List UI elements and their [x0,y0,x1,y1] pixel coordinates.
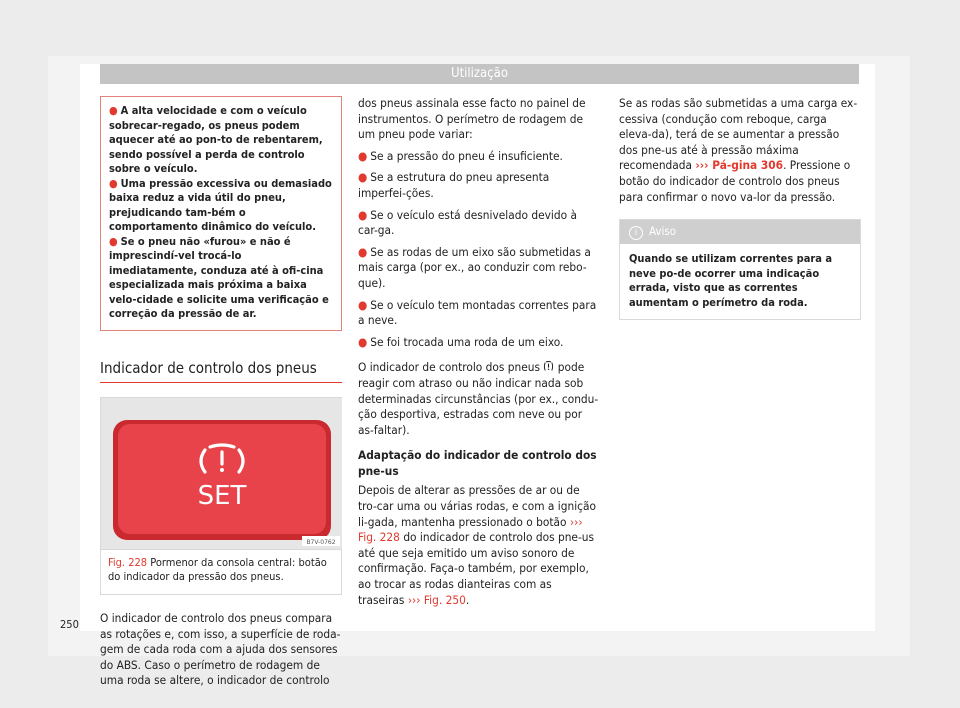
body-paragraph: Se as rodas são submetidas a uma carga ex-cessiva (condução com reboque, carga eleva-da), terá de se aumentar a pressão dos pne-us até à pressão máxima recomendada ››› Pá-gina 306. Pressione o botão do indicador de controlo dos pneus para confirmar o novo va-lor da pressão. [619,96,858,204]
page-link[interactable]: ››› Pá-gina 306 [695,158,784,173]
set-button-label: SET [197,481,247,512]
info-icon: i [629,226,643,240]
bullet-dot-icon: ● [109,176,118,190]
tpms-button-illustration [101,398,342,549]
figure-caption: Fig. 228 Pormenor da consola central: botão do indicador da pressão dos pneus. [101,549,341,594]
figure-link[interactable]: ››› Fig. 228 [358,514,583,545]
tire-pressure-icon [543,361,554,372]
figure-link[interactable]: ››› Fig. 250 [407,592,466,607]
notice-box [619,219,861,320]
column-3 [619,96,861,320]
bullet-dot-icon: ● [358,297,368,312]
subheading: Adaptação do indicador de controlo dos pne-us [358,448,597,478]
list-item: ● Se as rodas de um eixo são submetidas a mais carga (por ex., ao conduzir com rebo-que). [358,244,591,290]
notice-text: Quando se utilizam correntes para a neve po-de ocorrer uma indicação errada, visto que as correntes aumentam o perímetro da roda. [629,252,833,309]
section-title: Indicador de controlo dos pneus [100,361,342,384]
body-paragraph: dos pneus assinala esse facto no painel de instrumentos. O perímetro de rodagem de um pneu pode variar: [358,96,586,142]
bullet-dot-icon: ● [109,234,118,248]
bullet-dot-icon: ● [358,244,368,259]
figure-228 [100,397,342,595]
warning-item: ● Se o pneu não «furou» e não é imprescindí-vel trocá-lo imediatamente, conduza até à ofi-cina especializada mais próxima a baixa velo-cidade e solicite uma verificação e correção da pressão de ar. [109,234,329,320]
figure-image [101,398,342,549]
figure-code: B7V-0762 [306,539,336,547]
list-item: ● Se o veículo tem montadas correntes para a neve. [358,297,597,328]
body-paragraph: O indicador de controlo dos pneus compara as rotações e, com isso, a superfície de roda-gem de cada roda com a ajuda dos sensores do ABS. Caso o perímetro de rodagem de uma roda se altere, o indicador de controlo [100,611,341,688]
list-item: ● Se a estrutura do pneu apresenta imperfei-ções. [358,170,550,200]
warning-item: ● A alta velocidade e com o veículo sobrecar-regado, os pneus podem aquecer até ao pon-to de rebentarem, sendo possível a perda de controlo sobre o veículo. [109,104,323,175]
bullet-list [358,149,600,351]
list-item: ● Se o veículo está desnivelado devido à car-ga. [358,207,577,238]
column-1 [100,96,342,689]
bullet-dot-icon: ● [358,170,368,185]
bullet-dot-icon: ● [358,148,368,163]
column-2 [358,96,600,608]
list-item: ● Se a pressão do pneu é insuficiente. [358,148,563,163]
list-item: ● Se foi trocada uma roda de um eixo. [358,334,564,349]
body-paragraph: Depois de alterar as pressões de ar ou de tro-car uma ou várias rodas, e com a ignição li-gada, mantenha pressionado o botão ››› Fig. 228 do indicador de controlo dos pne-us até que seja emitido um aviso sonoro de confirmação. Faça-o também, por exemplo, ao trocar as rodas dianteiras com as traseiras ››› Fig. 250. [358,483,597,607]
bullet-dot-icon: ● [358,334,368,349]
body-paragraph: O indicador de controlo dos pneus pode reagir com atraso ou não indicar nada sob determinadas circunstâncias (por ex., condu-ção desportiva, estradas com neve ou por as-faltar). [358,360,599,437]
bullet-dot-icon: ● [109,104,118,117]
page-number: 250 [60,618,79,631]
notice-header: i Aviso [620,220,860,244]
chapter-header: Utilização [100,64,859,84]
figure-ref: Fig. 228 [108,556,148,570]
warning-box [100,96,342,331]
warning-item: ● Uma pressão excessiva ou demasiado baixa reduz a vida útil do pneu, prejudicando tam-bém o comportamento dinâmico do veículo. [109,176,332,233]
bullet-dot-icon: ● [358,207,368,222]
